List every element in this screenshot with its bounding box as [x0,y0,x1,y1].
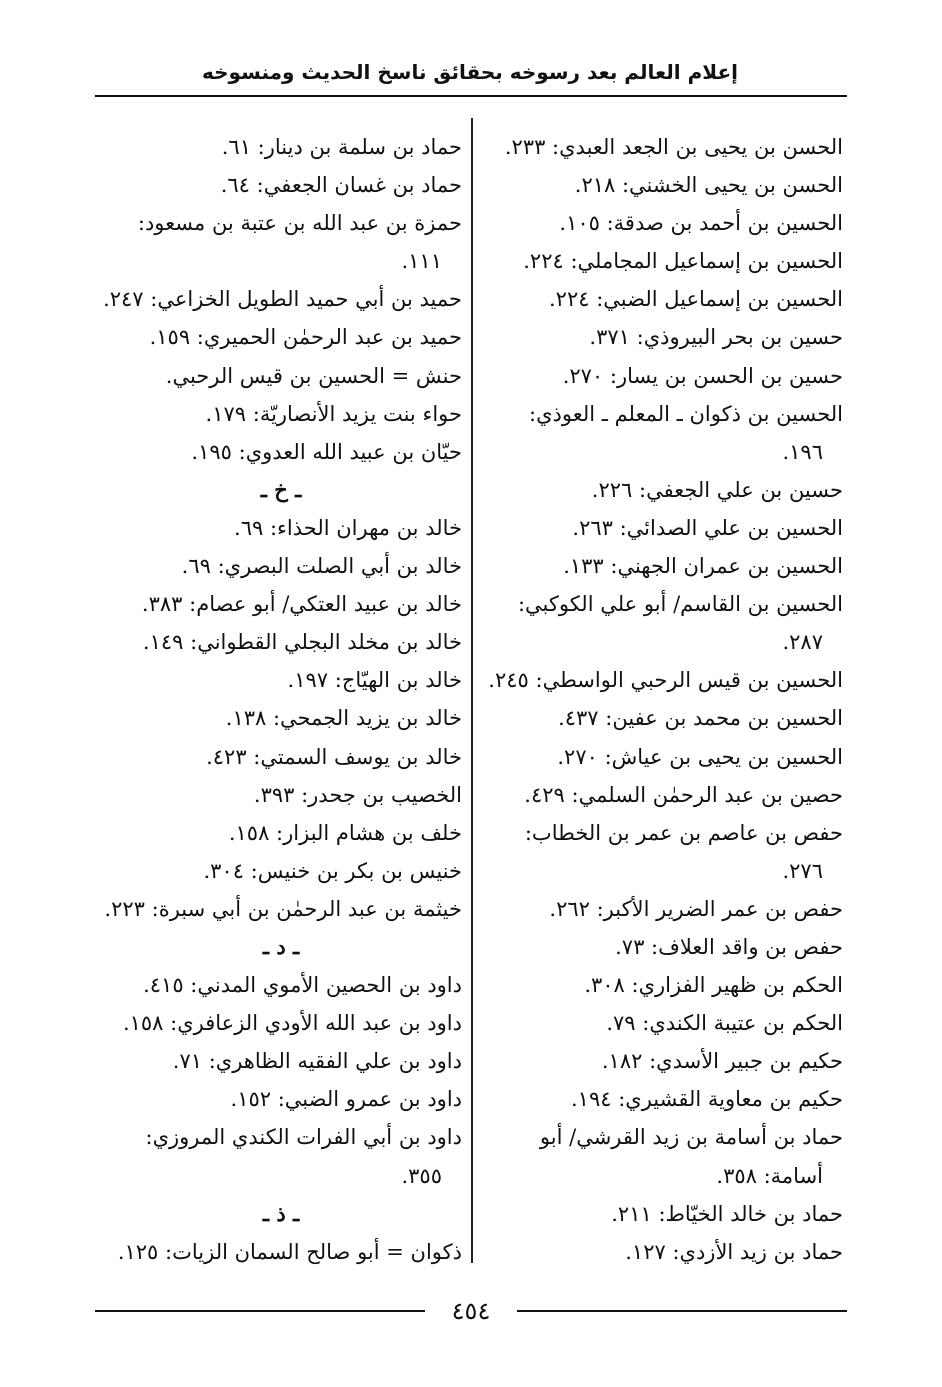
index-entry: خيثمة بن عبد الرحمٰن بن أبي سبرة: ٢٢٣. [104,896,462,921]
index-entry: حميد بن أبي حميد الطويل الخزاعي: ٢٤٧. [103,287,462,312]
index-entry: حميد بن عبد الرحمٰن الحميري: ١٥٩. [149,325,462,350]
index-entry: حنش = الحسين بن قيس الرحبي. [165,363,462,388]
index-entry: حماد بن سلمة بن دينار: ٦١. [221,135,462,159]
index-entry: الحكم بن عتيبة الكندي: ٧٩. [606,1011,843,1036]
index-entry: حماد بن زيد الأزدي: ١٢٧. [625,1239,843,1264]
footer-rule-right [517,1310,847,1312]
index-entry: حماد بن أسامة بن زيد القرشي/ أبو [539,1125,843,1150]
index-entry: حمزة بن عبد الله بن عتبة بن مسعود: [137,211,462,236]
index-entry: الحسين بن قيس الرحبي الواسطي: ٢٤٥. [488,668,843,693]
index-entry: الحسن بن يحيى الخشني: ٢١٨. [574,173,843,198]
index-entry: الحسن بن يحيى بن الجعد العبدي: ٢٣٣. [504,135,843,159]
index-entry: الحسين بن عمران الجهني: ١٣٣. [563,554,843,579]
index-entry: الحسين بن إسماعيل المجاملي: ٢٢٤. [523,249,843,274]
index-entry: داود بن عمرو الضبي: ١٥٢. [230,1087,462,1112]
running-header-title: إعلام العالم بعد رسوخه بحقائق ناسخ الحديث ومنسوخه [202,60,738,84]
index-entry: الحسين بن ذكوان ـ المعلم ـ العوذي: [529,401,843,426]
index-entry: داود بن عبد الله الأودي الزعافري: ١٥٨. [122,1011,462,1036]
index-entry: حسين بن بحر البيروذي: ٣٧١. [589,325,843,350]
index-entry-continuation: ١١١. [401,249,442,274]
index-entry: الخصيب بن جحدر: ٣٩٣. [253,782,462,807]
index-entry: حماد بن غسان الجعفي: ٦٤. [220,173,462,198]
index-entry: حواء بنت يزيد الأنصاريّة: ١٧٩. [205,401,462,426]
index-entry: خالد بن يزيد الجمحي: ١٣٨. [225,706,462,731]
index-entry-continuation: أسامة: ٣٥٨. [716,1163,823,1188]
index-column-left [100,128,462,1271]
index-entry: حسين بن الحسن بن يسار: ٢٧٠. [562,363,843,388]
index-entry: خالد بن الهيّاج: ١٩٧. [287,668,462,693]
section-letter-dhal: ـ ذ ـ [262,1200,300,1226]
index-entry: حفص بن واقد العلاف: ٧٣. [615,934,843,959]
index-entry: حفص بن عمر الضرير الأكبر: ٢٦٢. [549,896,843,921]
index-entry: الحسين بن علي الصدائي: ٢٦٣. [572,515,843,540]
header-rule [95,95,847,97]
index-entry: حسين بن علي الجعفي: ٢٢٦. [591,477,843,502]
index-entry: خنيس بن بكر بن خنيس: ٣٠٤. [203,858,462,883]
index-entry-continuation: ١٩٦. [782,439,823,464]
index-entry: حكيم بن جبير الأسدي: ١٨٢. [601,1049,843,1074]
index-column-right [487,128,843,1271]
index-entry: الحكم بن ظهير الفزاري: ٣٠٨. [584,973,843,998]
index-entry-continuation: ٣٥٥. [401,1163,442,1188]
index-entry: خالد بن مهران الحذاء: ٦٩. [234,515,462,540]
index-entry: حكيم بن معاوية القشيري: ١٩٤. [570,1087,843,1112]
index-entry: داود بن أبي الفرات الكندي المروزي: [145,1125,462,1150]
index-entry: خلف بن هشام البزار: ١٥٨. [228,820,462,845]
index-entry: الحسين بن إسماعيل الضبي: ٢٢٤. [548,287,843,312]
column-divider [471,118,473,1263]
index-entry: خالد بن يوسف السمتي: ٤٢٣. [206,744,462,769]
index-entry: خالد بن أبي الصلت البصري: ٦٩. [181,554,462,579]
index-entry: خالد بن عبيد العتكي/ أبو عصام: ٣٨٣. [141,592,462,617]
index-entry: حفص بن عاصم بن عمر بن الخطاب: [524,820,843,845]
index-entry-continuation: ٢٧٦. [782,858,823,883]
index-entry: الحسين بن محمد بن عفين: ٤٣٧. [558,706,843,731]
section-letter-kha: ـ خ ـ [260,476,302,502]
page-footer [95,1296,847,1326]
index-entry: خالد بن مخلد البجلي القطواني: ١٤٩. [142,630,462,655]
index-entry: داود بن الحصين الأموي المدني: ٤١٥. [143,973,462,998]
index-entry: ذكوان = أبو صالح السمان الزيات: ١٢٥. [117,1239,462,1264]
index-entry-continuation: ٢٨٧. [782,630,823,655]
page-number: ٤٥٤ [451,1297,491,1325]
section-letter-dal: ـ د ـ [262,933,300,959]
index-entry: حماد بن خالد الخيّاط: ٢١١. [611,1201,843,1226]
footer-rule-left [95,1310,425,1312]
index-entry: الحسين بن القاسم/ أبو علي الكوكبي: [517,592,843,617]
index-entry: الحسين بن أحمد بن صدقة: ١٠٥. [559,211,843,236]
index-entry: حصين بن عبد الرحمٰن السلمي: ٤٢٩. [524,782,843,807]
index-entry: حيّان بن عبيد الله العدوي: ١٩٥. [191,439,462,464]
index-entry: الحسين بن يحيى بن عياش: ٢٧٠. [557,744,843,769]
index-entry: داود بن علي الفقيه الظاهري: ٧١. [172,1049,462,1074]
